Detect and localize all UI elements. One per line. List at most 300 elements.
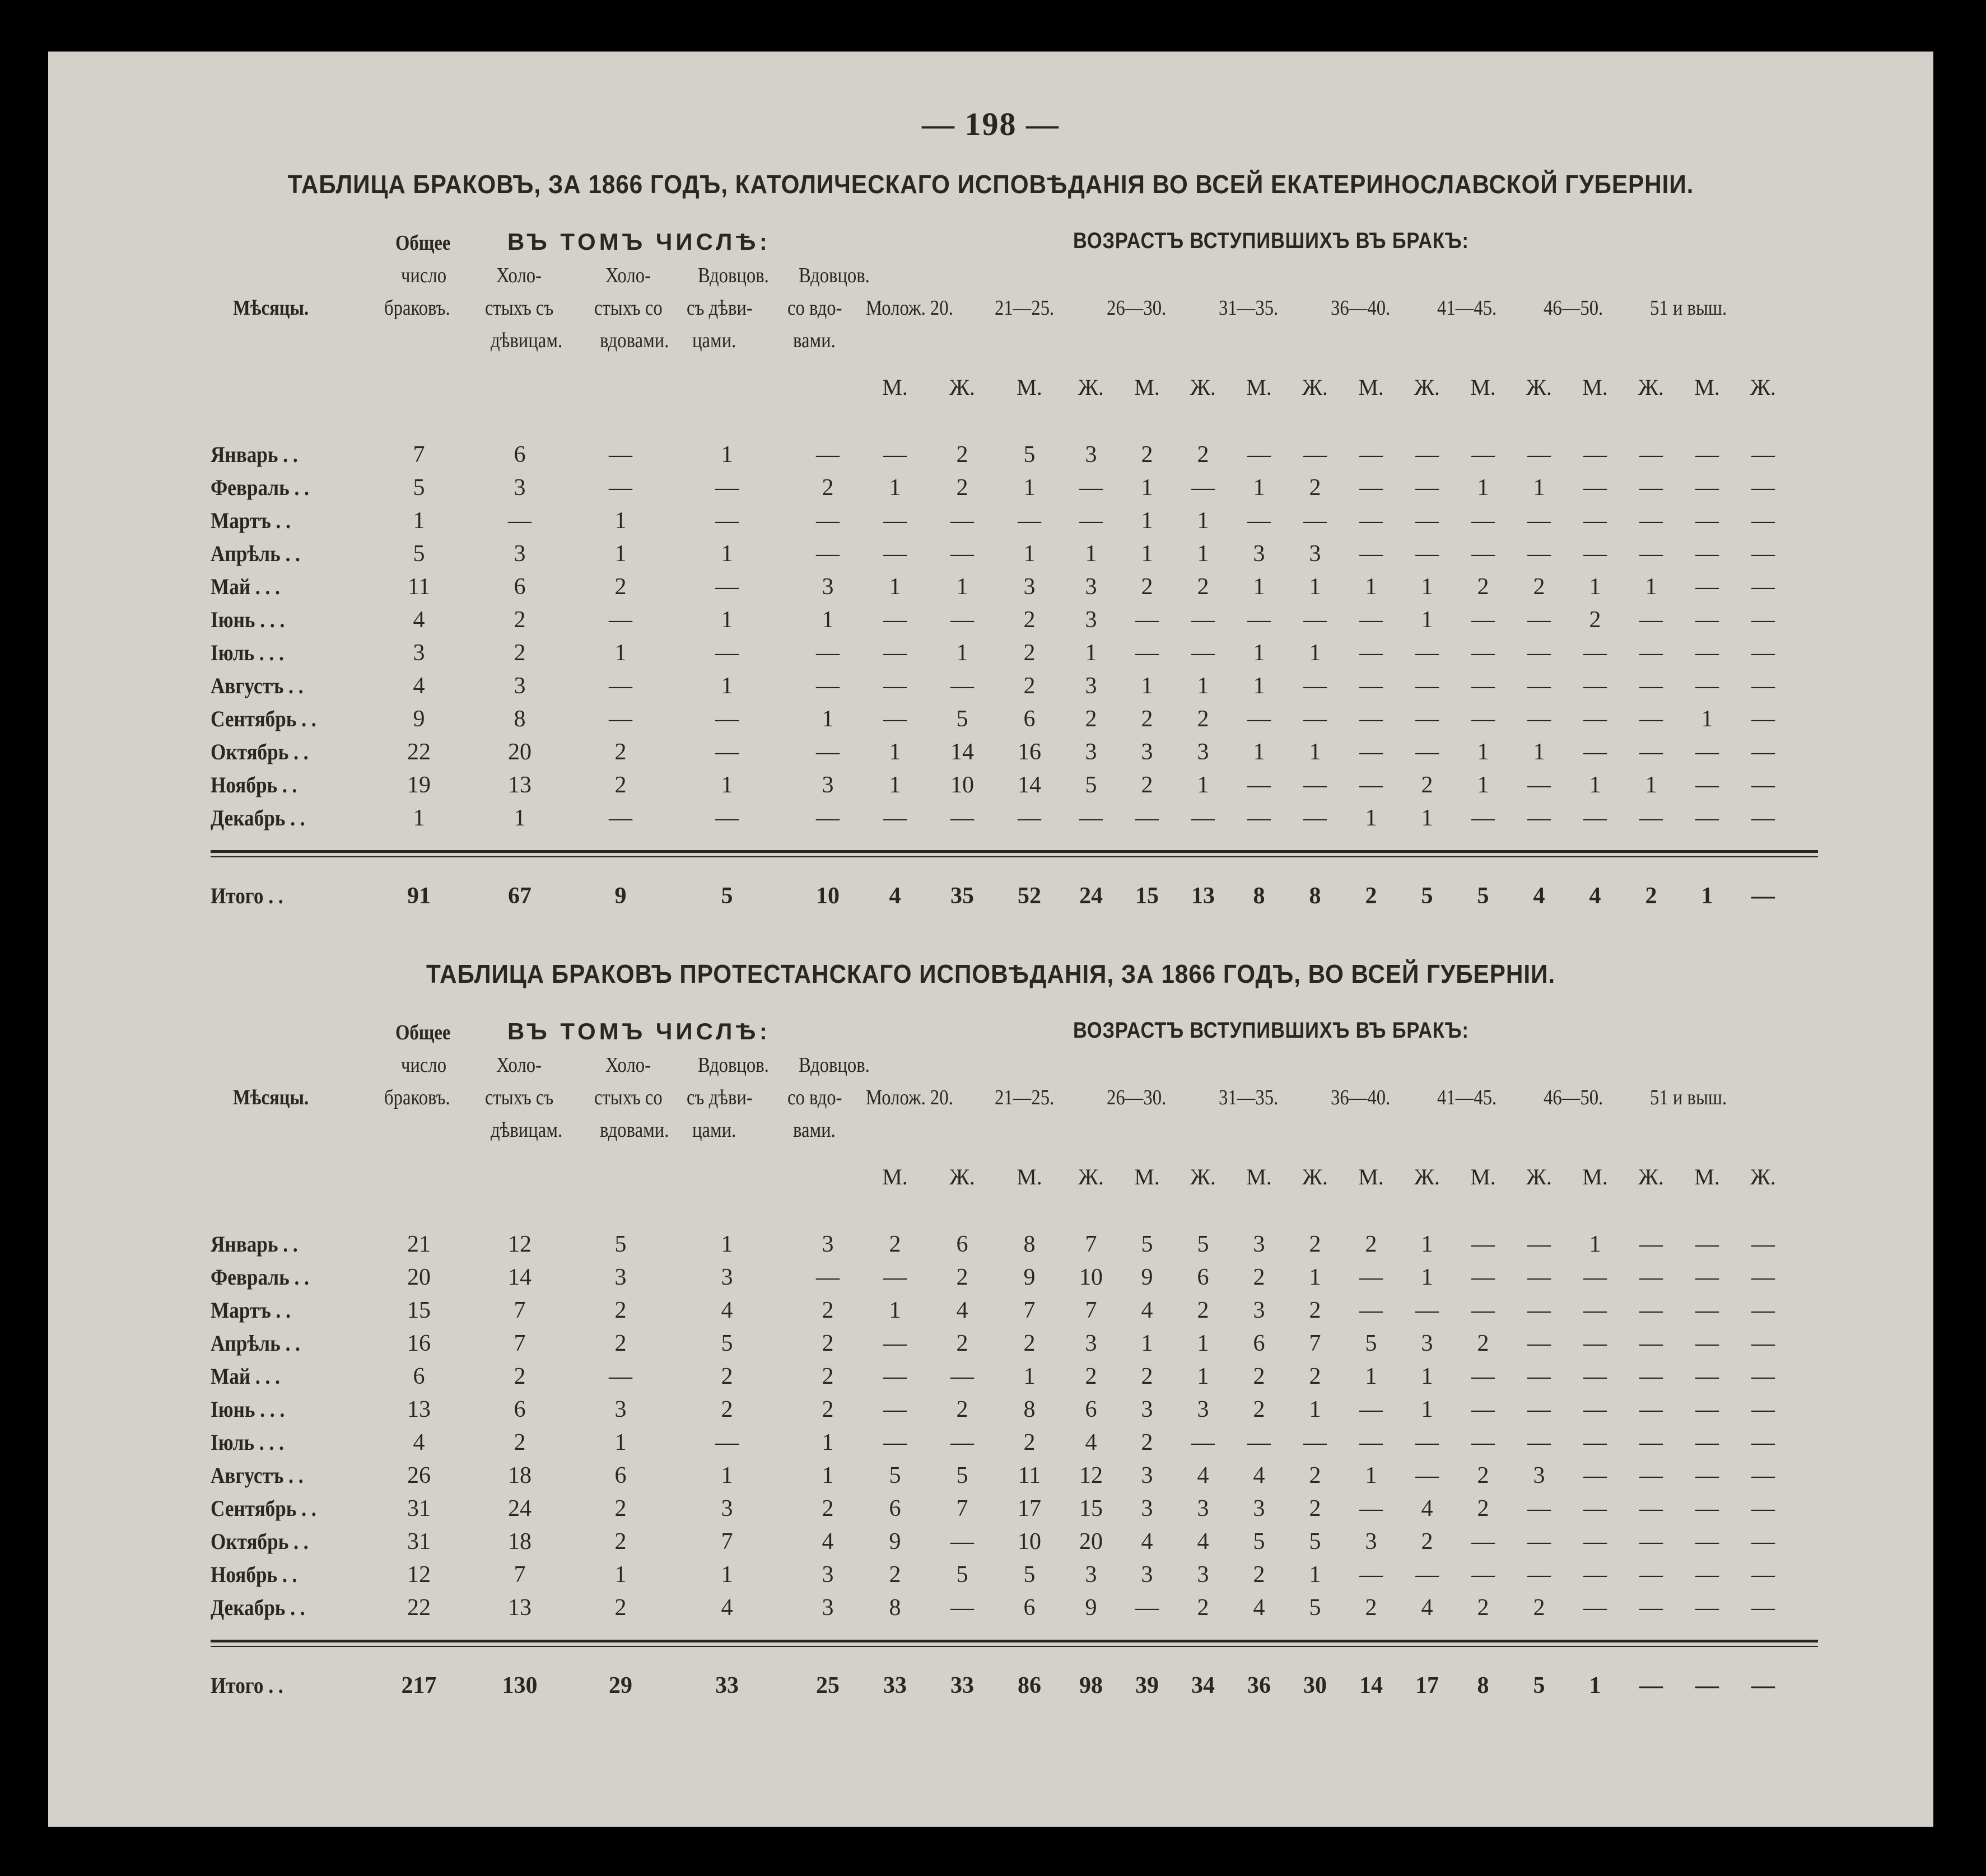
table-cell: — — [1751, 1430, 1775, 1455]
table-cell: 7 — [514, 1562, 526, 1588]
table-cell: 3 — [514, 673, 526, 699]
table-cell: — — [1639, 1397, 1663, 1422]
table-cell: 1 — [822, 607, 834, 633]
total-row — [48, 883, 1933, 915]
table-cell: — — [1639, 805, 1663, 831]
table-cell: 1 — [1141, 508, 1153, 534]
month-name: Іюль . . . — [211, 640, 284, 665]
table-cell: 2 — [1421, 1529, 1433, 1555]
table-cell: — — [1247, 1430, 1271, 1455]
table-cell: 9 — [1141, 1264, 1153, 1290]
table-cell: 12 — [1079, 1463, 1103, 1488]
table-cell: 24 — [508, 1496, 532, 1522]
total-cell: 1 — [1589, 1673, 1601, 1698]
table-cell: — — [1639, 1364, 1663, 1389]
column-label: Вдовцов. — [698, 264, 769, 287]
table-cell: 1 — [614, 1430, 627, 1455]
table-section — [48, 169, 1933, 953]
table-cell: — — [1695, 1562, 1719, 1588]
age-group-label: 21—25. — [995, 296, 1055, 320]
table-cell: 3 — [514, 475, 526, 501]
total-col-label: Общее — [395, 231, 451, 255]
table-cell: — — [1018, 508, 1041, 534]
table-cell: — — [1303, 508, 1327, 534]
table-cell: — — [950, 541, 974, 567]
table-cell: 13 — [407, 1397, 431, 1422]
total-cell: 24 — [1079, 883, 1103, 909]
total-row — [48, 1672, 1933, 1705]
table-cell: 2 — [956, 442, 968, 468]
table-cell: 1 — [889, 574, 901, 600]
column-label: вами. — [793, 1118, 836, 1142]
table-cell: — — [950, 1364, 974, 1389]
table-cell: — — [1639, 1298, 1663, 1323]
table-cell: — — [508, 508, 532, 534]
table-cell: 1 — [1421, 1231, 1433, 1257]
table-cell: 1 — [822, 1430, 834, 1455]
table-cell: — — [1471, 1397, 1495, 1422]
table-cell: — — [1079, 475, 1103, 501]
table-cell: 1 — [1589, 574, 1601, 600]
table-cell: 2 — [614, 1529, 627, 1555]
table-cell: 1 — [1421, 1364, 1433, 1389]
table-cell: 4 — [1085, 1430, 1097, 1455]
table-cell: — — [1527, 772, 1551, 798]
table-cell: — — [1639, 1331, 1663, 1356]
table-cell: 17 — [1018, 1496, 1041, 1522]
table-cell: 5 — [413, 541, 425, 567]
table-cell: 11 — [1018, 1463, 1041, 1488]
table-cell: — — [816, 508, 840, 534]
table-cell: 15 — [407, 1298, 431, 1323]
table-cell: 2 — [614, 1595, 627, 1621]
total-col-label: число — [401, 1053, 447, 1077]
table-cell: — — [1527, 442, 1551, 468]
total-cell: 34 — [1191, 1673, 1215, 1698]
total-cell: — — [1639, 1673, 1663, 1698]
table-cell: — — [715, 640, 739, 666]
table-cell: — — [1247, 508, 1271, 534]
table-cell: — — [816, 640, 840, 666]
table-cell: — — [1583, 1264, 1607, 1290]
table-cell: — — [1639, 1463, 1663, 1488]
table-cell: 19 — [407, 772, 431, 798]
table-cell: — — [1359, 706, 1383, 732]
table-cell: 11 — [407, 574, 431, 600]
table-cell: — — [1303, 1430, 1327, 1455]
table-cell: 6 — [1253, 1331, 1265, 1356]
table-cell: 3 — [1309, 541, 1321, 567]
table-cell: 2 — [614, 1496, 627, 1522]
table-cell: 13 — [508, 772, 532, 798]
column-label: съ дѣви- — [687, 296, 753, 320]
table-cell: — — [1471, 706, 1495, 732]
table-cell: 1 — [614, 1562, 627, 1588]
table-cell: 3 — [1085, 574, 1097, 600]
table-cell: 1 — [1141, 1331, 1153, 1356]
table-cell: 3 — [822, 574, 834, 600]
total-cell: 36 — [1247, 1673, 1271, 1698]
total-cell: 25 — [816, 1673, 840, 1698]
table-cell: — — [1583, 541, 1607, 567]
month-name: Октябрь . . — [211, 739, 309, 764]
table-cell: 3 — [1197, 1496, 1209, 1522]
table-cell: 1 — [1645, 772, 1657, 798]
table-row — [48, 441, 1933, 474]
sex-label: Ж. — [1078, 375, 1104, 400]
table-cell: 3 — [514, 541, 526, 567]
table-cell: — — [1695, 442, 1719, 468]
table-cell: — — [1359, 442, 1383, 468]
table-cell: — — [1695, 1529, 1719, 1555]
table-cell: 1 — [1023, 541, 1036, 567]
table-cell: 1 — [514, 805, 526, 831]
age-heading: ВОЗРАСТЪ ВСТУПИВШИХЪ ВЪ БРАКЪ: — [1073, 228, 1469, 253]
table-cell: — — [1751, 772, 1775, 798]
table-cell: 5 — [1309, 1595, 1321, 1621]
table-row — [48, 673, 1933, 705]
table-cell: 1 — [1253, 640, 1265, 666]
table-cell: 1 — [1421, 574, 1433, 600]
table-cell: — — [1527, 1364, 1551, 1389]
table-cell: 5 — [614, 1231, 627, 1257]
table-cell: — — [883, 442, 907, 468]
table-row — [48, 1264, 1933, 1296]
sex-label: М. — [1017, 1164, 1042, 1189]
months-label: Мѣсяцы. — [233, 296, 309, 320]
table-cell: — — [1695, 1364, 1719, 1389]
divider-rule — [211, 856, 1818, 857]
table-cell: 1 — [1253, 739, 1265, 765]
table-cell: 3 — [1141, 1562, 1153, 1588]
table-cell: 2 — [614, 1298, 627, 1323]
column-label: стыхъ съ — [485, 296, 554, 320]
total-label: Итого . . — [211, 1673, 283, 1698]
table-cell: 8 — [889, 1595, 901, 1621]
table-cell: — — [1191, 640, 1215, 666]
table-row — [48, 474, 1933, 507]
table-cell: — — [1751, 1331, 1775, 1356]
table-cell: — — [1471, 508, 1495, 534]
table-cell: — — [816, 673, 840, 699]
age-group-label: 21—25. — [995, 1086, 1055, 1109]
table-cell: — — [1359, 739, 1383, 765]
month-name: Ноябрь . . — [211, 772, 297, 797]
table-cell: — — [1527, 1331, 1551, 1356]
table-cell: — — [1695, 508, 1719, 534]
table-cell: 4 — [413, 1430, 425, 1455]
table-cell: 2 — [889, 1231, 901, 1257]
total-cell: 15 — [1135, 883, 1159, 909]
column-label: дѣвицам. — [491, 329, 563, 352]
table-cell: — — [1527, 1562, 1551, 1588]
table-cell: 1 — [721, 1231, 733, 1257]
table-cell: — — [1303, 772, 1327, 798]
table-cell: 4 — [1197, 1529, 1209, 1555]
table-cell: — — [1695, 1331, 1719, 1356]
table-cell: 1 — [1141, 475, 1153, 501]
table-cell: 1 — [721, 541, 733, 567]
table-cell: 2 — [514, 1430, 526, 1455]
table-cell: — — [1415, 475, 1439, 501]
table-cell: 26 — [407, 1463, 431, 1488]
table-cell: 2 — [1253, 1397, 1265, 1422]
table-cell: 1 — [1023, 475, 1036, 501]
table-cell: 1 — [1477, 739, 1489, 765]
table-cell: 3 — [1085, 673, 1097, 699]
table-cell: 1 — [614, 541, 627, 567]
table-cell: — — [883, 1430, 907, 1455]
age-group-label: 41—45. — [1437, 296, 1497, 320]
table-cell: 2 — [514, 640, 526, 666]
table-cell: — — [1695, 475, 1719, 501]
table-cell: 20 — [407, 1264, 431, 1290]
table-cell: 4 — [1141, 1529, 1153, 1555]
divider-rule — [211, 1640, 1818, 1642]
table-cell: — — [1695, 541, 1719, 567]
table-row — [48, 1330, 1933, 1362]
age-group-label: Молож. 20. — [866, 296, 953, 320]
total-cell: 10 — [816, 883, 840, 909]
table-cell: — — [1359, 640, 1383, 666]
age-group-label: 26—30. — [1107, 296, 1167, 320]
table-cell: 3 — [822, 1562, 834, 1588]
table-cell: 10 — [1079, 1264, 1103, 1290]
table-cell: 1 — [1365, 1463, 1377, 1488]
total-cell: 17 — [1415, 1673, 1439, 1698]
table-cell: — — [1639, 1231, 1663, 1257]
total-cell: 5 — [1421, 883, 1433, 909]
table-cell: — — [1751, 475, 1775, 501]
table-cell: — — [1527, 1430, 1551, 1455]
table-cell: 3 — [1141, 1397, 1153, 1422]
divider-rule — [211, 1646, 1818, 1647]
total-cell: 35 — [950, 883, 974, 909]
table-row — [48, 805, 1933, 837]
table-cell: 8 — [514, 706, 526, 732]
month-name: Май . . . — [211, 574, 280, 599]
table-row — [48, 1396, 1933, 1429]
table-row — [48, 540, 1933, 573]
table-cell: 10 — [950, 772, 974, 798]
table-cell: 4 — [1141, 1298, 1153, 1323]
months-label: Мѣсяцы. — [233, 1086, 309, 1109]
table-cell: 1 — [614, 640, 627, 666]
table-cell: 3 — [1085, 739, 1097, 765]
total-cell: 14 — [1359, 1673, 1383, 1698]
month-name: Апрѣль . . — [211, 541, 300, 566]
table-cell: 6 — [514, 1397, 526, 1422]
table-cell: 4 — [721, 1298, 733, 1323]
sex-label: М. — [1470, 375, 1496, 400]
table-cell: 2 — [1141, 1430, 1153, 1455]
total-cell: 13 — [1191, 883, 1215, 909]
column-label: съ дѣви- — [687, 1086, 753, 1109]
table-cell: 2 — [514, 607, 526, 633]
sex-label: Ж. — [1750, 1164, 1776, 1189]
table-cell: 6 — [1023, 1595, 1036, 1621]
table-cell: 2 — [1309, 1231, 1321, 1257]
sex-label: М. — [1134, 375, 1160, 400]
table-cell: 2 — [822, 475, 834, 501]
table-cell: 2 — [1023, 640, 1036, 666]
table-cell: 2 — [1309, 1364, 1321, 1389]
month-name: Іюнь . . . — [211, 1397, 285, 1422]
table-cell: — — [1247, 442, 1271, 468]
table-cell: 3 — [822, 772, 834, 798]
sex-label: М. — [1470, 1164, 1496, 1189]
column-label: стыхъ со — [594, 296, 663, 320]
table-cell: — — [1527, 1231, 1551, 1257]
table-cell: — — [609, 1364, 632, 1389]
month-name: Сентябрь . . — [211, 706, 316, 731]
table-cell: — — [950, 673, 974, 699]
table-cell: — — [1639, 1496, 1663, 1522]
table-cell: — — [1527, 541, 1551, 567]
column-label: со вдо- — [787, 1086, 842, 1109]
table-cell: — — [1527, 673, 1551, 699]
table-cell: — — [883, 640, 907, 666]
table-cell: — — [1191, 1430, 1215, 1455]
total-cell: — — [1695, 1673, 1719, 1698]
table-cell: 4 — [721, 1595, 733, 1621]
table-cell: 2 — [1309, 1463, 1321, 1488]
table-cell: 16 — [1018, 739, 1041, 765]
table-cell: 2 — [1533, 1595, 1545, 1621]
table-cell: — — [1583, 1364, 1607, 1389]
table-cell: 16 — [407, 1331, 431, 1356]
table-cell: 3 — [822, 1595, 834, 1621]
table-cell: 3 — [1141, 739, 1153, 765]
table-cell: 2 — [1477, 1463, 1489, 1488]
table-cell: — — [1751, 1463, 1775, 1488]
table-cell: — — [1583, 1529, 1607, 1555]
table-cell: 2 — [1365, 1231, 1377, 1257]
table-row — [48, 1561, 1933, 1594]
column-label: цами. — [692, 1118, 736, 1142]
table-cell: — — [1471, 607, 1495, 633]
table-cell: — — [1751, 1595, 1775, 1621]
table-cell: — — [816, 1264, 840, 1290]
table-cell: — — [1359, 541, 1383, 567]
table-cell: — — [1415, 1298, 1439, 1323]
table-cell: — — [950, 1430, 974, 1455]
column-label: Вдовцов. — [799, 1053, 870, 1077]
table-cell: — — [1751, 1231, 1775, 1257]
age-group-label: 31—35. — [1219, 296, 1279, 320]
table-cell: — — [1695, 1463, 1719, 1488]
table-cell: 1 — [822, 1463, 834, 1488]
table-cell: — — [1527, 706, 1551, 732]
table-cell: 5 — [413, 475, 425, 501]
table-cell: 3 — [721, 1264, 733, 1290]
total-cell: 67 — [508, 883, 532, 909]
table-cell: — — [1359, 508, 1383, 534]
table-cell: — — [1471, 640, 1495, 666]
table-cell: 3 — [1197, 1397, 1209, 1422]
table-cell: — — [1415, 1463, 1439, 1488]
age-group-label: Молож. 20. — [866, 1086, 953, 1109]
table-cell: 2 — [614, 1331, 627, 1356]
table-cell: — — [609, 805, 632, 831]
table-cell: — — [715, 508, 739, 534]
sex-label: М. — [1358, 1164, 1384, 1189]
total-label: Итого . . — [211, 883, 283, 908]
document-page — [48, 52, 1933, 1827]
table-cell: 1 — [1197, 1331, 1209, 1356]
total-cell: 5 — [1477, 883, 1489, 909]
table-cell: — — [715, 574, 739, 600]
table-cell: — — [1639, 1595, 1663, 1621]
table-cell: 4 — [1421, 1595, 1433, 1621]
column-label: вами. — [793, 329, 836, 352]
table-cell: 18 — [508, 1463, 532, 1488]
total-cell: 29 — [609, 1673, 632, 1698]
table-cell: 1 — [1197, 772, 1209, 798]
table-cell: 31 — [407, 1496, 431, 1522]
table-cell: — — [1527, 1298, 1551, 1323]
table-cell: — — [883, 1364, 907, 1389]
table-cell: 20 — [508, 739, 532, 765]
table-cell: 1 — [721, 442, 733, 468]
table-cell: — — [1471, 673, 1495, 699]
table-cell: 7 — [1085, 1231, 1097, 1257]
table-cell: 6 — [1023, 706, 1036, 732]
table-cell: 1 — [614, 508, 627, 534]
sex-label: Ж. — [1414, 1164, 1440, 1189]
month-name: Май . . . — [211, 1364, 280, 1389]
total-cell: 4 — [1589, 883, 1601, 909]
table-cell: — — [1359, 1496, 1383, 1522]
table-cell: — — [1639, 706, 1663, 732]
table-cell: 5 — [1253, 1529, 1265, 1555]
table-cell: 22 — [407, 739, 431, 765]
table-cell: 3 — [614, 1397, 627, 1422]
table-cell: 8 — [1023, 1397, 1036, 1422]
table-cell: 9 — [1085, 1595, 1097, 1621]
table-cell: — — [609, 706, 632, 732]
table-cell: — — [1695, 739, 1719, 765]
table-row — [48, 507, 1933, 540]
total-cell: 86 — [1018, 1673, 1041, 1698]
table-cell: — — [1695, 1264, 1719, 1290]
table-cell: 5 — [1141, 1231, 1153, 1257]
total-cell: 9 — [614, 883, 627, 909]
table-cell: 4 — [1253, 1595, 1265, 1621]
column-label: дѣвицам. — [491, 1118, 563, 1142]
table-cell: — — [1359, 475, 1383, 501]
sex-label: Ж. — [1302, 375, 1328, 400]
table-cell: — — [1359, 1397, 1383, 1422]
table-cell: 1 — [1421, 607, 1433, 633]
table-cell: 2 — [956, 475, 968, 501]
table-row — [48, 739, 1933, 771]
total-cell: 1 — [1701, 883, 1713, 909]
table-cell: 7 — [514, 1331, 526, 1356]
table-cell: 1 — [1253, 673, 1265, 699]
sex-label: Ж. — [1190, 375, 1216, 400]
table-cell: 3 — [1253, 1231, 1265, 1257]
table-cell: 2 — [1197, 1298, 1209, 1323]
column-label: Холо- — [496, 264, 542, 287]
table-cell: 3 — [1085, 442, 1097, 468]
age-group-label: 51 и выш. — [1650, 296, 1727, 320]
table-cell: — — [1639, 607, 1663, 633]
table-cell: 2 — [822, 1331, 834, 1356]
table-cell: — — [1415, 706, 1439, 732]
table-cell: 1 — [1309, 1562, 1321, 1588]
total-cell: 33 — [883, 1673, 907, 1698]
